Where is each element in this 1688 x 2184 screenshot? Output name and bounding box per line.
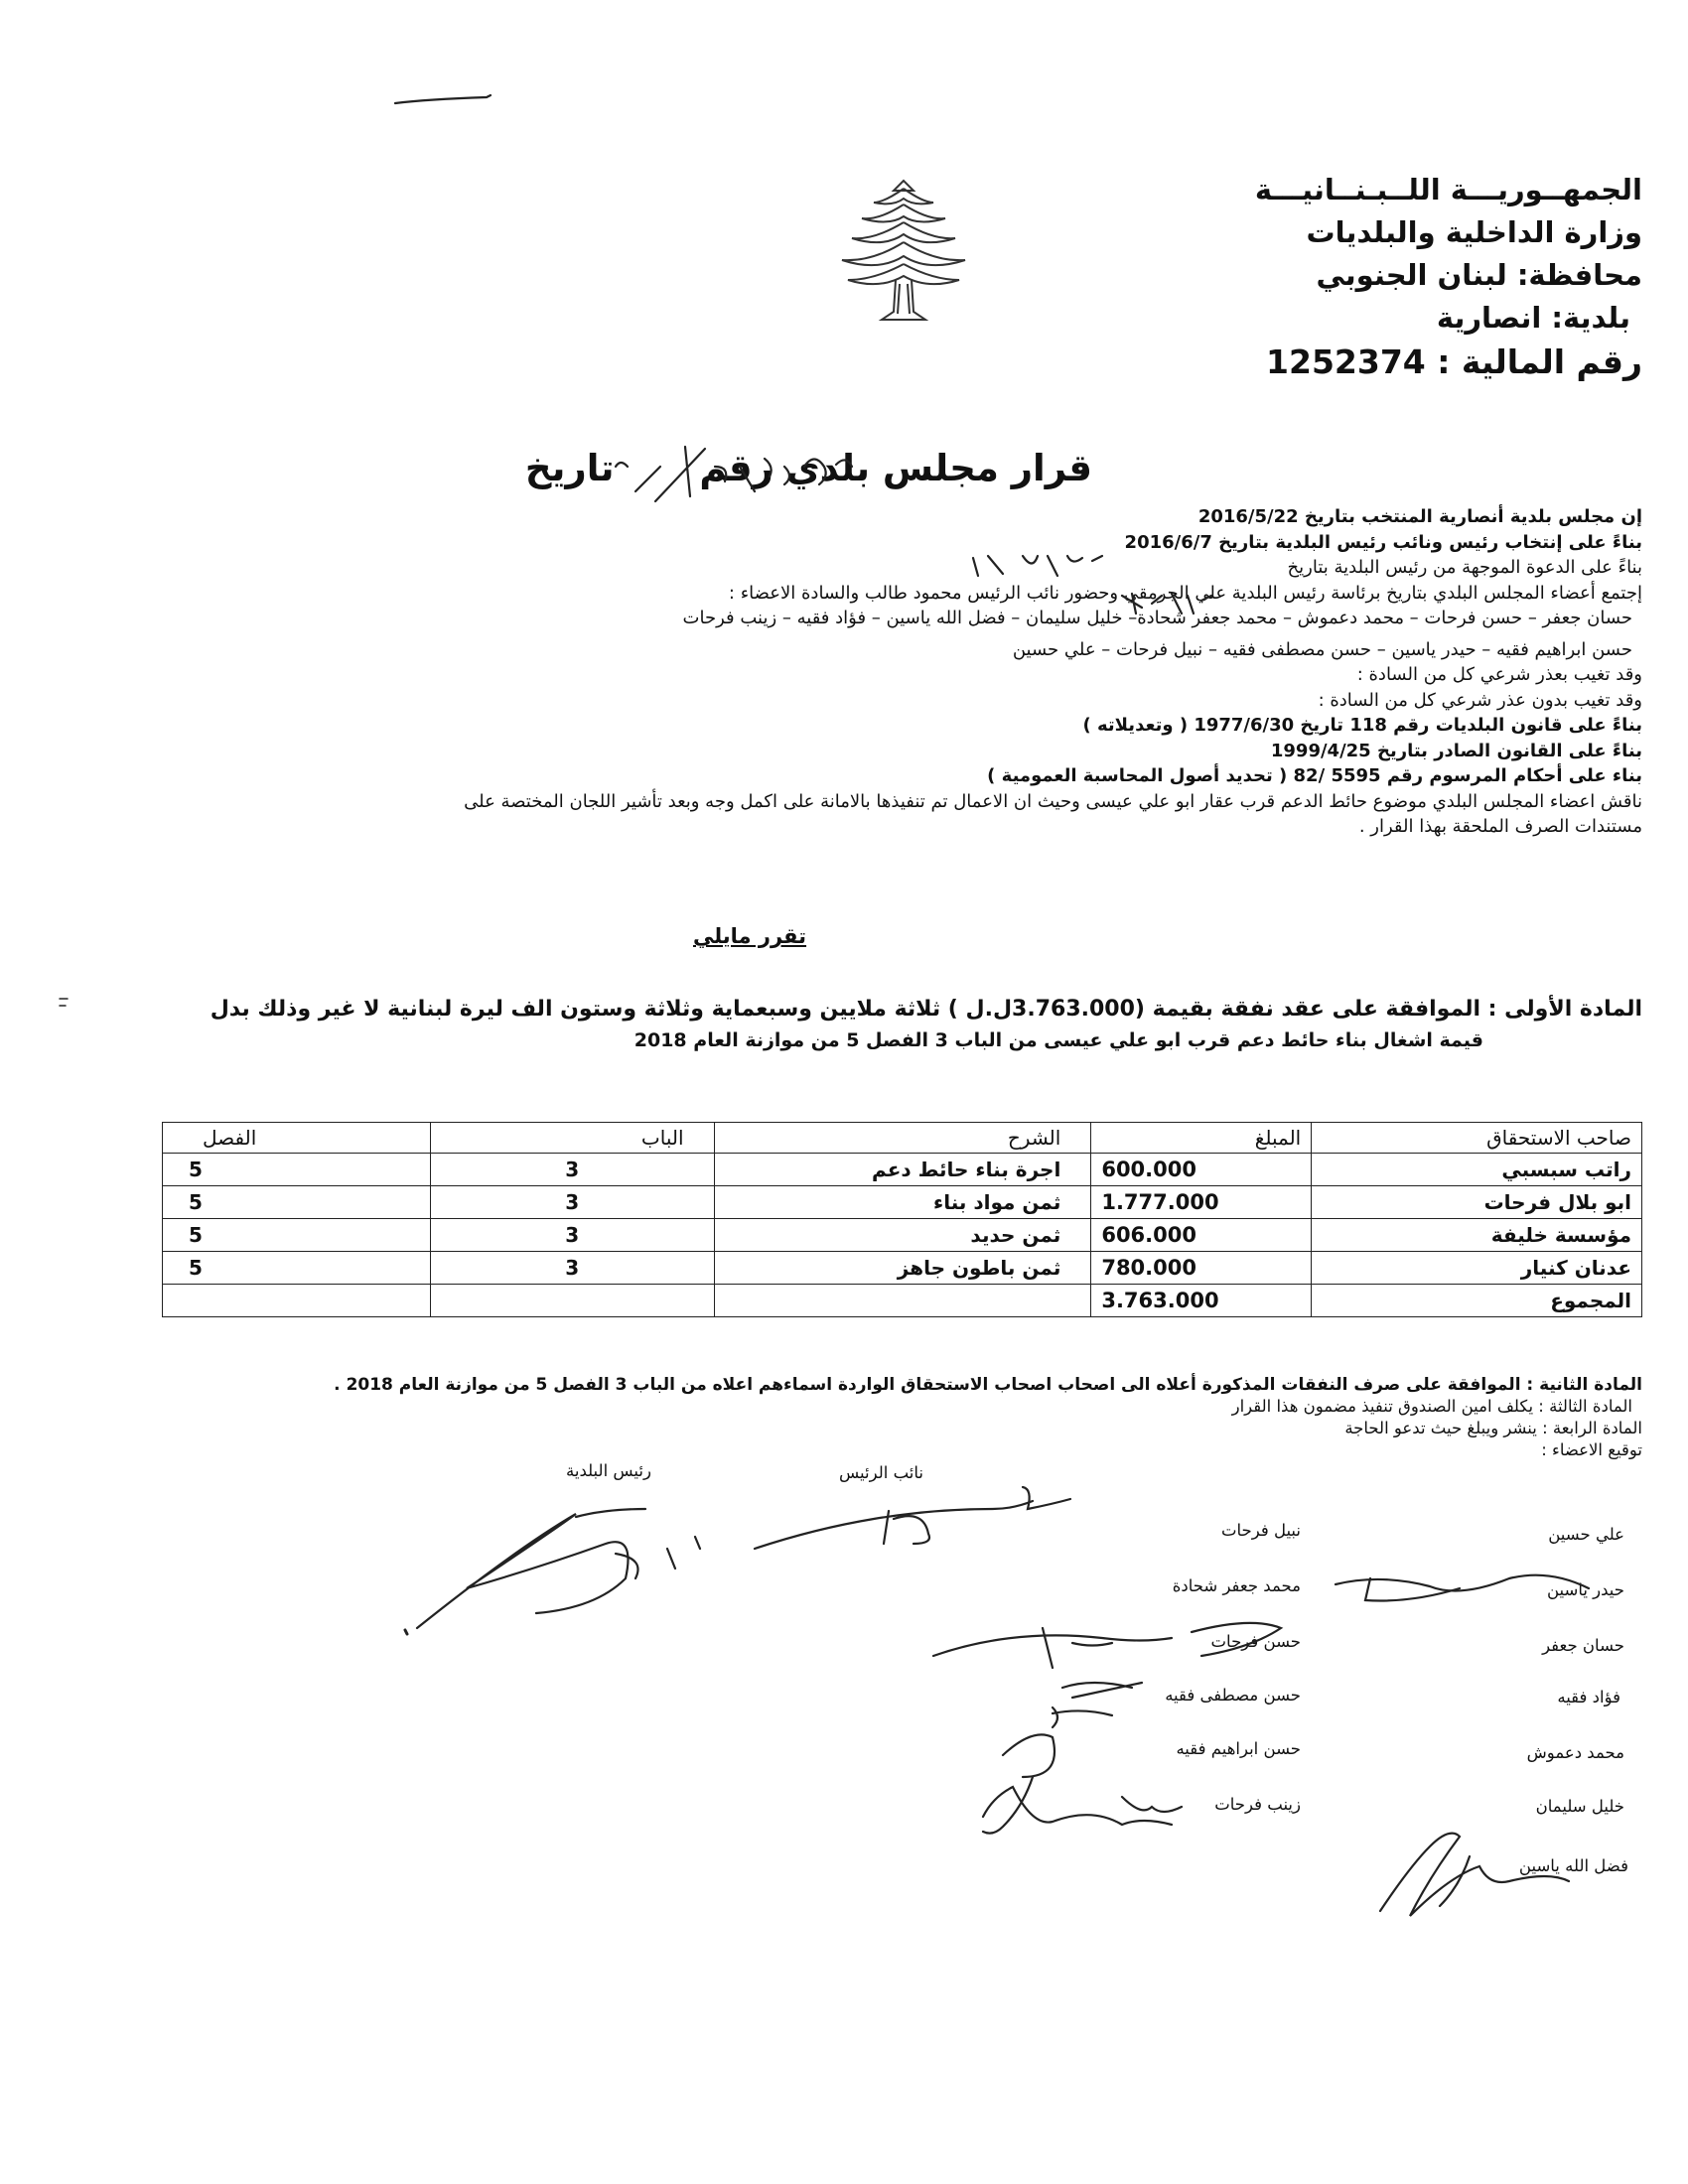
member-name: حيدر ياسين — [1546, 1580, 1624, 1599]
lebanese-cedar-icon — [834, 173, 973, 327]
article-one-line: المادة الأولى : الموافقة على عقد نفقة بقيمة (3.763.000ل.ل ) ثلاثة ملايين وسبعماية وثلاثة وستون الف ليرة لبنانية لا غير وذلك بدل — [210, 997, 1642, 1022]
member-name: محمد دعموش — [1526, 1743, 1624, 1762]
cell-amount: 780.000 — [1091, 1252, 1312, 1285]
cell-amount: 600.000 — [1091, 1154, 1312, 1186]
decision-title — [525, 447, 1092, 489]
cell-beneficiary: راتب سبسبي — [1312, 1154, 1642, 1186]
member-name: علي حسين — [1548, 1525, 1624, 1544]
preamble-line: بناءً على إنتخاب رئيس ونائب رئيس البلدية بتاريخ 2016/6/7 — [1124, 531, 1642, 553]
cell-description: ثمن باطون جاهز — [714, 1252, 1091, 1285]
header-section: الفصل — [163, 1123, 431, 1154]
member-name: محمد جعفر شحادة — [1172, 1576, 1301, 1595]
header-amount: المبلغ — [1091, 1123, 1312, 1154]
table-row — [163, 1219, 1642, 1252]
cell-beneficiary: عدنان كنيار — [1312, 1252, 1642, 1285]
cell-chapter: 3 — [430, 1186, 714, 1219]
article-one-line: قيمة اشغال بناء حائط دعم قرب ابو علي عيسى من الباب 3 الفصل 5 من موازنة العام 2018 — [633, 1029, 1483, 1051]
articles — [44, 1374, 1642, 1461]
title-text: قرار مجلس بلدي رقم — [699, 447, 1092, 489]
member-name: حسن فرحات — [1210, 1632, 1301, 1651]
decision-heading: تقرر مايلي — [692, 924, 807, 948]
preamble-line: ناقش اعضاء المجلس البلدي موضوع حائط الدعم قرب عقار ابو علي عيسى وحيث ان الاعمال تم تنفيذها بالامانة على اكمل وجه وبعد تأشير اللجان المختصة على — [464, 790, 1642, 812]
preamble-line: بناءً على القانون الصادر بتاريخ 1999/4/25 — [1270, 740, 1642, 761]
member-name: نبيل فرحات — [1220, 1521, 1301, 1540]
preamble-line: وقد تغيب بعذر شرعي كل من السادة : — [1356, 664, 1642, 685]
cell-amount: 1.777.000 — [1091, 1186, 1312, 1219]
member-name: حسن ابراهيم فقيه — [1176, 1739, 1301, 1758]
article-three: المادة الثالثة : يكلف امين الصندوق تنفيذ مضمون هذا القرار — [1231, 1397, 1632, 1416]
finance-number: رقم المالية : 1252374 — [1266, 342, 1642, 381]
preamble-line: إن مجلس بلدية أنصارية المنتخب بتاريخ 2016/5/22 — [1197, 506, 1642, 527]
cell-section: 5 — [163, 1252, 431, 1285]
total-amount: 3.763.000 — [1091, 1285, 1312, 1317]
member-name: زينب فرحات — [1214, 1795, 1301, 1814]
country-name: الجمهــوريـــة اللــبـنــانيـــة — [1254, 173, 1642, 206]
total-label: المجموع — [1312, 1285, 1642, 1317]
cell-section: 5 — [163, 1154, 431, 1186]
cell-chapter: 3 — [430, 1252, 714, 1285]
preamble-line: إجتمع أعضاء المجلس البلدي بتاريخ برئاسة رئيس البلدية علي الجرمقي وحضور نائب الرئيس محمود طالب والسادة الاعضاء : — [728, 582, 1642, 604]
member-name: خليل سليمان — [1535, 1797, 1624, 1816]
member-name: فضل الله ياسين — [1518, 1856, 1628, 1875]
article-two: المادة الثانية : الموافقة على صرف النفقات المذكورة أعلاه الى اصحاب اصحاب الاستحقاق الواردة اسماءهم اعلاه من الباب 3 الفصل 5 من موازنة العام 2018 . — [334, 1375, 1642, 1395]
ministry-name: وزارة الداخلية والبلديات — [1306, 215, 1642, 249]
expense-table — [162, 1122, 1642, 1317]
cell-description: ثمن حديد — [714, 1219, 1091, 1252]
municipality-name: بلدية: انصارية — [1436, 301, 1630, 335]
preamble-line: بناءً على الدعوة الموجهة من رئيس البلدية بتاريخ — [1287, 557, 1642, 578]
cell-section: 5 — [163, 1219, 431, 1252]
article-one — [14, 993, 1642, 1054]
article-four: المادة الرابعة : ينشر ويبلغ حيث تدعو الحاجة — [1344, 1419, 1642, 1437]
preamble — [44, 504, 1642, 840]
deputy-title: نائب الرئيس — [839, 1463, 923, 1482]
governorate-name: محافظة: لبنان الجنوبي — [1316, 258, 1642, 292]
member-name: حسان جعفر — [1542, 1636, 1624, 1655]
preamble-line: حسن ابراهيم فقيه – حيدر ياسين – حسن مصطفى فقيه – نبيل فرحات – علي حسين — [1012, 638, 1632, 660]
cell-chapter: 3 — [430, 1219, 714, 1252]
table-header-row — [163, 1123, 1642, 1154]
cell-amount: 606.000 — [1091, 1219, 1312, 1252]
preamble-line: مستندات الصرف الملحقة بهذا القرار . — [1358, 816, 1642, 837]
cell-chapter: 3 — [430, 1154, 714, 1186]
header-beneficiary: صاحب الاستحقاق — [1312, 1123, 1642, 1154]
table-row — [163, 1252, 1642, 1285]
letterhead — [1146, 169, 1642, 385]
table-total-row — [163, 1285, 1642, 1317]
cell-description: اجرة بناء حائط دعم — [714, 1154, 1091, 1186]
preamble-line: حسان جعفر – حسن فرحات – محمد دعموش – محمد جعفر شحادة– خليل سليمان – فضل الله ياسين – فؤاد فقيه – زينب فرحات — [682, 608, 1632, 628]
signatures-heading: توقيع الاعضاء : — [1541, 1440, 1642, 1459]
header-description: الشرح — [714, 1123, 1091, 1154]
preamble-line: بناء على أحكام المرسوم رقم 5595 /82 ( تحديد أصول المحاسبة العمومية ) — [987, 765, 1642, 786]
member-name: حسن مصطفى فقيه — [1165, 1686, 1301, 1705]
mayor-title: رئيس البلدية — [566, 1461, 651, 1480]
preamble-line: بناءً على قانون البلديات رقم 118 تاريخ 1977/6/30 ( وتعديلاته ) — [1082, 715, 1642, 736]
cell-beneficiary: ابو بلال فرحات — [1312, 1186, 1642, 1219]
table-row — [163, 1154, 1642, 1186]
table-row — [163, 1186, 1642, 1219]
cell-beneficiary: مؤسسة خليفة — [1312, 1219, 1642, 1252]
title-date-word: تاريخ — [524, 447, 615, 489]
cell-description: ثمن مواد بناء — [714, 1186, 1091, 1219]
member-name: فؤاد فقيه — [1557, 1688, 1620, 1706]
header-chapter: الباب — [430, 1123, 714, 1154]
cell-section: 5 — [163, 1186, 431, 1219]
preamble-line: وقد تغيب بدون عذر شرعي كل من السادة : — [1318, 689, 1642, 711]
